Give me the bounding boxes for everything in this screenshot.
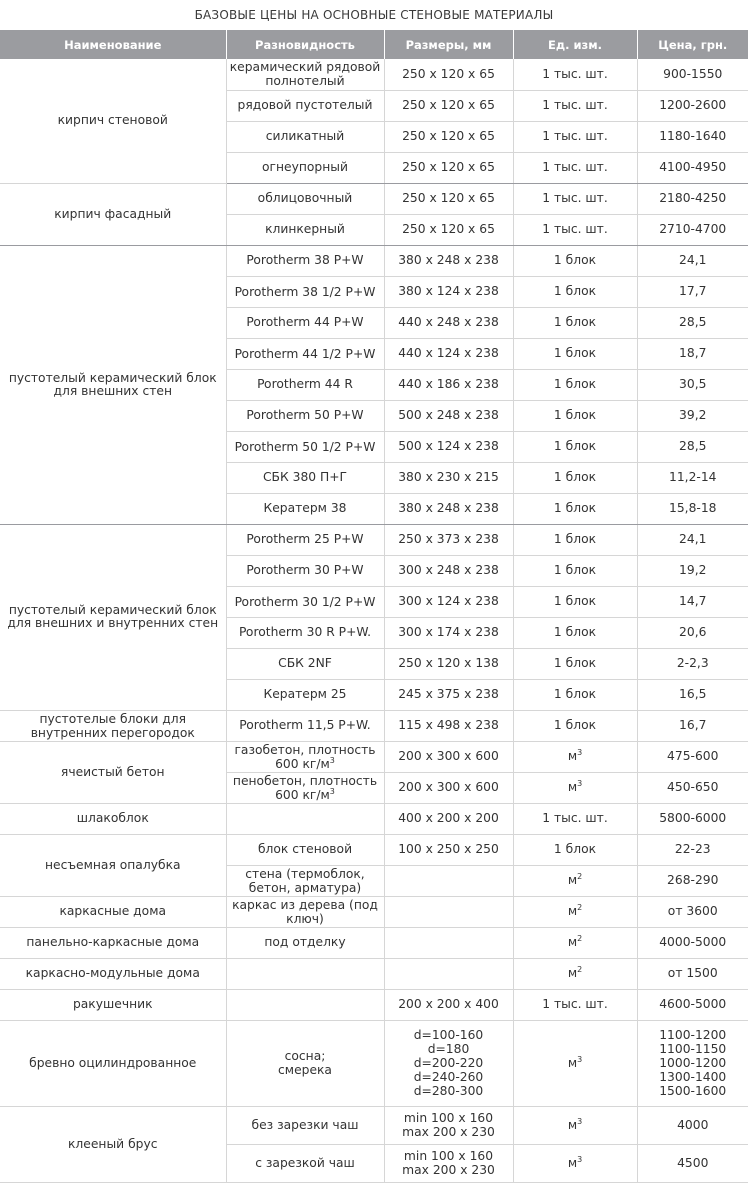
unit-cell: 1 блок xyxy=(513,400,637,431)
unit-cell: 1 блок xyxy=(513,679,637,710)
group-name: пустотелый керамический блок для внешних стен xyxy=(0,245,226,524)
size-cell: 400 x 200 x 200 xyxy=(384,803,513,834)
size-cell: 200 x 300 x 600 xyxy=(384,741,513,772)
unit-cell: 1 блок xyxy=(513,524,637,555)
group-name: несъемная опалубка xyxy=(0,834,226,896)
unit-cell: 1 тыс. шт. xyxy=(513,152,637,183)
unit-cell: 1 тыс. шт. xyxy=(513,90,637,121)
table-row xyxy=(0,1106,748,1144)
unit-cell xyxy=(513,896,637,927)
square-sup: 2 xyxy=(577,964,583,974)
variety-cell: Porotherm 30 R P+W. xyxy=(226,617,384,648)
variety-line: газобетон, плотность xyxy=(234,742,376,757)
variety-cell xyxy=(226,803,384,834)
header-name: Наименование xyxy=(0,30,226,59)
price-cell: 22-23 xyxy=(637,834,748,865)
size-line: d=200-220 xyxy=(413,1056,484,1070)
size-cell xyxy=(384,927,513,958)
price-cell: 11,2-14 xyxy=(637,462,748,493)
size-cell: 380 x 248 x 238 xyxy=(384,245,513,276)
price-line: 1100-1150 xyxy=(659,1042,727,1056)
size-cell xyxy=(384,896,513,927)
size-cell: 380 x 230 x 215 xyxy=(384,462,513,493)
unit-text: м xyxy=(567,1117,578,1132)
variety-cell: Porotherm 30 P+W xyxy=(226,555,384,586)
size-cell: 380 x 248 x 238 xyxy=(384,493,513,524)
group-name: ракушечник xyxy=(0,989,226,1020)
size-cell: 250 x 120 x 65 xyxy=(384,90,513,121)
size-cell: 200 x 200 x 400 xyxy=(384,989,513,1020)
cubic-sup: 3 xyxy=(329,786,335,796)
price-cell: 24,1 xyxy=(637,245,748,276)
unit-cell xyxy=(513,1144,637,1182)
price-cell: 19,2 xyxy=(637,555,748,586)
price-cell: 16,5 xyxy=(637,679,748,710)
unit-cell: 1 тыс. шт. xyxy=(513,59,637,90)
group-name: каркасные дома xyxy=(0,896,226,927)
variety-cell: клинкерный xyxy=(226,214,384,245)
variety-cell xyxy=(226,772,384,803)
unit-text: м xyxy=(567,1055,578,1070)
cubic-sup: 3 xyxy=(577,1054,583,1064)
variety-cell: под отделку xyxy=(226,927,384,958)
table-row xyxy=(0,958,748,989)
size-cell xyxy=(384,1106,513,1144)
variety-cell: облицовочный xyxy=(226,183,384,214)
group-name: панельно-каркасные дома xyxy=(0,927,226,958)
group-name: бревно оцилиндрованное xyxy=(0,1020,226,1106)
size-cell: 250 x 120 x 65 xyxy=(384,121,513,152)
unit-text: м xyxy=(567,873,578,887)
price-cell: 475-600 xyxy=(637,741,748,772)
variety-line: сосна; xyxy=(284,1049,326,1063)
variety-cell: Porotherm 44 P+W xyxy=(226,307,384,338)
unit-cell: 1 блок xyxy=(513,338,637,369)
table-row xyxy=(0,710,748,741)
price-cell: 14,7 xyxy=(637,586,748,617)
price-line: 1500-1600 xyxy=(659,1084,727,1098)
unit-cell: 1 тыс. шт. xyxy=(513,121,637,152)
unit-cell: 1 блок xyxy=(513,276,637,307)
header-row xyxy=(0,30,748,59)
variety-cell: Porotherm 11,5 P+W. xyxy=(226,710,384,741)
size-cell: 100 x 250 x 250 xyxy=(384,834,513,865)
price-cell: 4600-5000 xyxy=(637,989,748,1020)
variety-cell: Porotherm 38 1/2 P+W xyxy=(226,276,384,307)
unit-text: м xyxy=(567,904,578,918)
unit-text: м xyxy=(567,966,578,980)
header-variety: Разновидность xyxy=(226,30,384,59)
variety-line: 600 кг/м xyxy=(275,756,330,771)
cubic-sup: 3 xyxy=(577,1116,583,1126)
size-line: min 100 x 160 xyxy=(403,1111,494,1125)
size-cell: 250 x 120 x 138 xyxy=(384,648,513,679)
unit-cell: 1 тыс. шт. xyxy=(513,803,637,834)
group-name: пустотелый керамический блок для внешних и внутренних стен xyxy=(0,524,226,710)
variety-cell: Кератерм 25 xyxy=(226,679,384,710)
price-cell: 18,7 xyxy=(637,338,748,369)
unit-cell xyxy=(513,1020,637,1106)
price-cell: 28,5 xyxy=(637,431,748,462)
size-line: d=100-160 xyxy=(413,1028,484,1042)
variety-cell: Porotherm 50 1/2 P+W xyxy=(226,431,384,462)
header-price: Цена, грн. xyxy=(637,30,748,59)
size-line: max 200 x 230 xyxy=(402,1163,495,1177)
variety-cell: огнеупорный xyxy=(226,152,384,183)
price-line: 1300-1400 xyxy=(659,1070,727,1084)
price-table xyxy=(0,30,748,1183)
size-cell: 245 x 375 x 238 xyxy=(384,679,513,710)
price-cell: 4100-4950 xyxy=(637,152,748,183)
unit-cell: 1 блок xyxy=(513,431,637,462)
table-row xyxy=(0,245,748,276)
unit-cell xyxy=(513,772,637,803)
size-cell: 250 x 120 x 65 xyxy=(384,183,513,214)
price-cell: 1180-1640 xyxy=(637,121,748,152)
variety-cell: силикатный xyxy=(226,121,384,152)
size-cell: 440 x 124 x 238 xyxy=(384,338,513,369)
variety-line: 600 кг/м xyxy=(275,787,330,802)
size-cell: 500 x 124 x 238 xyxy=(384,431,513,462)
price-cell: от 3600 xyxy=(637,896,748,927)
variety-cell: Porotherm 50 P+W xyxy=(226,400,384,431)
variety-cell: с зарезкой чаш xyxy=(226,1144,384,1182)
square-sup: 2 xyxy=(577,902,583,912)
table-row xyxy=(0,927,748,958)
variety-cell: Porotherm 44 1/2 P+W xyxy=(226,338,384,369)
price-cell: 268-290 xyxy=(637,865,748,896)
price-cell: 30,5 xyxy=(637,369,748,400)
unit-text: м xyxy=(567,935,578,949)
unit-text: м xyxy=(567,780,578,794)
size-line: min 100 x 160 xyxy=(403,1149,494,1163)
table-row xyxy=(0,183,748,214)
price-line: 1100-1200 xyxy=(659,1028,727,1042)
size-cell: 200 x 300 x 600 xyxy=(384,772,513,803)
variety-cell: без зарезки чаш xyxy=(226,1106,384,1144)
size-cell: 440 x 186 x 238 xyxy=(384,369,513,400)
unit-cell: 1 блок xyxy=(513,369,637,400)
price-cell: 39,2 xyxy=(637,400,748,431)
table-row xyxy=(0,803,748,834)
square-sup: 2 xyxy=(577,933,583,943)
group-name: кирпич стеновой xyxy=(0,59,226,183)
size-line: d=180 xyxy=(427,1042,470,1056)
size-cell: 300 x 248 x 238 xyxy=(384,555,513,586)
cubic-sup: 3 xyxy=(577,747,583,757)
price-cell: 4000-5000 xyxy=(637,927,748,958)
size-cell: 500 x 248 x 238 xyxy=(384,400,513,431)
unit-cell: 1 блок xyxy=(513,710,637,741)
unit-cell: 1 блок xyxy=(513,555,637,586)
unit-text: м xyxy=(567,1155,578,1170)
group-name: клееный брус xyxy=(0,1106,226,1182)
page-title: БАЗОВЫЕ ЦЕНЫ НА ОСНОВНЫЕ СТЕНОВЫЕ МАТЕРИАЛЫ xyxy=(194,8,554,22)
cubic-sup: 3 xyxy=(329,755,335,765)
price-cell: 4500 xyxy=(637,1144,748,1182)
unit-cell xyxy=(513,865,637,896)
size-cell: 115 x 498 x 238 xyxy=(384,710,513,741)
unit-cell: 1 блок xyxy=(513,648,637,679)
header-unit: Ед. изм. xyxy=(513,30,637,59)
variety-cell: рядовой пустотелый xyxy=(226,90,384,121)
price-cell: 900-1550 xyxy=(637,59,748,90)
unit-cell xyxy=(513,958,637,989)
price-cell xyxy=(637,1020,748,1106)
variety-cell: Кератерм 38 xyxy=(226,493,384,524)
unit-cell: 1 блок xyxy=(513,493,637,524)
unit-cell: 1 блок xyxy=(513,617,637,648)
variety-cell xyxy=(226,741,384,772)
price-cell: 2-2,3 xyxy=(637,648,748,679)
variety-cell: стена (термоблок, бетон, арматура) xyxy=(226,865,384,896)
unit-cell: 1 блок xyxy=(513,586,637,617)
cubic-sup: 3 xyxy=(577,1154,583,1164)
unit-cell: 1 блок xyxy=(513,462,637,493)
price-cell: 5800-6000 xyxy=(637,803,748,834)
group-name: пустотелые блоки для внутренних перегородок xyxy=(0,710,226,741)
variety-cell: каркас из дерева (под ключ) xyxy=(226,896,384,927)
unit-cell xyxy=(513,927,637,958)
size-line: max 200 x 230 xyxy=(402,1125,495,1139)
cubic-sup: 3 xyxy=(577,778,583,788)
price-cell: 15,8-18 xyxy=(637,493,748,524)
unit-text: м xyxy=(567,749,578,763)
group-name: кирпич фасадный xyxy=(0,183,226,245)
variety-cell: Porotherm 25 P+W xyxy=(226,524,384,555)
table-row xyxy=(0,989,748,1020)
size-cell: 300 x 174 x 238 xyxy=(384,617,513,648)
unit-cell: 1 блок xyxy=(513,245,637,276)
unit-cell: 1 блок xyxy=(513,307,637,338)
table-row xyxy=(0,59,748,90)
header-size: Размеры, мм xyxy=(384,30,513,59)
size-cell: 440 x 248 x 238 xyxy=(384,307,513,338)
unit-cell: 1 блок xyxy=(513,834,637,865)
table-row xyxy=(0,896,748,927)
size-cell xyxy=(384,958,513,989)
unit-cell xyxy=(513,741,637,772)
size-line: d=240-260 xyxy=(413,1070,484,1084)
variety-cell: Porotherm 30 1/2 P+W xyxy=(226,586,384,617)
price-cell: от 1500 xyxy=(637,958,748,989)
price-cell: 16,7 xyxy=(637,710,748,741)
variety-line: пенобетон, плотность xyxy=(232,773,378,788)
group-name: каркасно-модульные дома xyxy=(0,958,226,989)
variety-line: смерека xyxy=(278,1063,332,1077)
variety-cell: блок стеновой xyxy=(226,834,384,865)
group-name: ячеистый бетон xyxy=(0,741,226,803)
unit-cell xyxy=(513,1106,637,1144)
table-row xyxy=(0,741,748,772)
square-sup: 2 xyxy=(577,871,583,881)
variety-cell: СБК 2NF xyxy=(226,648,384,679)
price-cell: 24,1 xyxy=(637,524,748,555)
price-cell: 20,6 xyxy=(637,617,748,648)
unit-cell: 1 тыс. шт. xyxy=(513,989,637,1020)
price-cell: 1200-2600 xyxy=(637,90,748,121)
variety-cell xyxy=(226,989,384,1020)
size-cell: 250 x 120 x 65 xyxy=(384,152,513,183)
variety-cell: керамический рядовой полнотелый xyxy=(226,59,384,90)
size-cell: 250 x 120 x 65 xyxy=(384,59,513,90)
variety-cell xyxy=(226,1020,384,1106)
unit-cell: 1 тыс. шт. xyxy=(513,214,637,245)
unit-cell: 1 тыс. шт. xyxy=(513,183,637,214)
price-cell: 17,7 xyxy=(637,276,748,307)
size-line: d=280-300 xyxy=(413,1084,484,1098)
price-cell: 2180-4250 xyxy=(637,183,748,214)
size-cell: 250 x 373 x 238 xyxy=(384,524,513,555)
table-row xyxy=(0,834,748,865)
price-cell: 28,5 xyxy=(637,307,748,338)
size-cell xyxy=(384,1144,513,1182)
size-cell xyxy=(384,865,513,896)
variety-cell: СБК 380 П+Г xyxy=(226,462,384,493)
price-line: 1000-1200 xyxy=(659,1056,727,1070)
price-cell: 450-650 xyxy=(637,772,748,803)
table-row xyxy=(0,524,748,555)
price-cell: 2710-4700 xyxy=(637,214,748,245)
price-cell: 4000 xyxy=(637,1106,748,1144)
size-cell xyxy=(384,1020,513,1106)
group-name: шлакоблок xyxy=(0,803,226,834)
size-cell: 300 x 124 x 238 xyxy=(384,586,513,617)
table-row xyxy=(0,1020,748,1106)
size-cell: 250 x 120 x 65 xyxy=(384,214,513,245)
variety-cell xyxy=(226,958,384,989)
variety-cell: Porotherm 38 P+W xyxy=(226,245,384,276)
size-cell: 380 x 124 x 238 xyxy=(384,276,513,307)
variety-cell: Porotherm 44 R xyxy=(226,369,384,400)
